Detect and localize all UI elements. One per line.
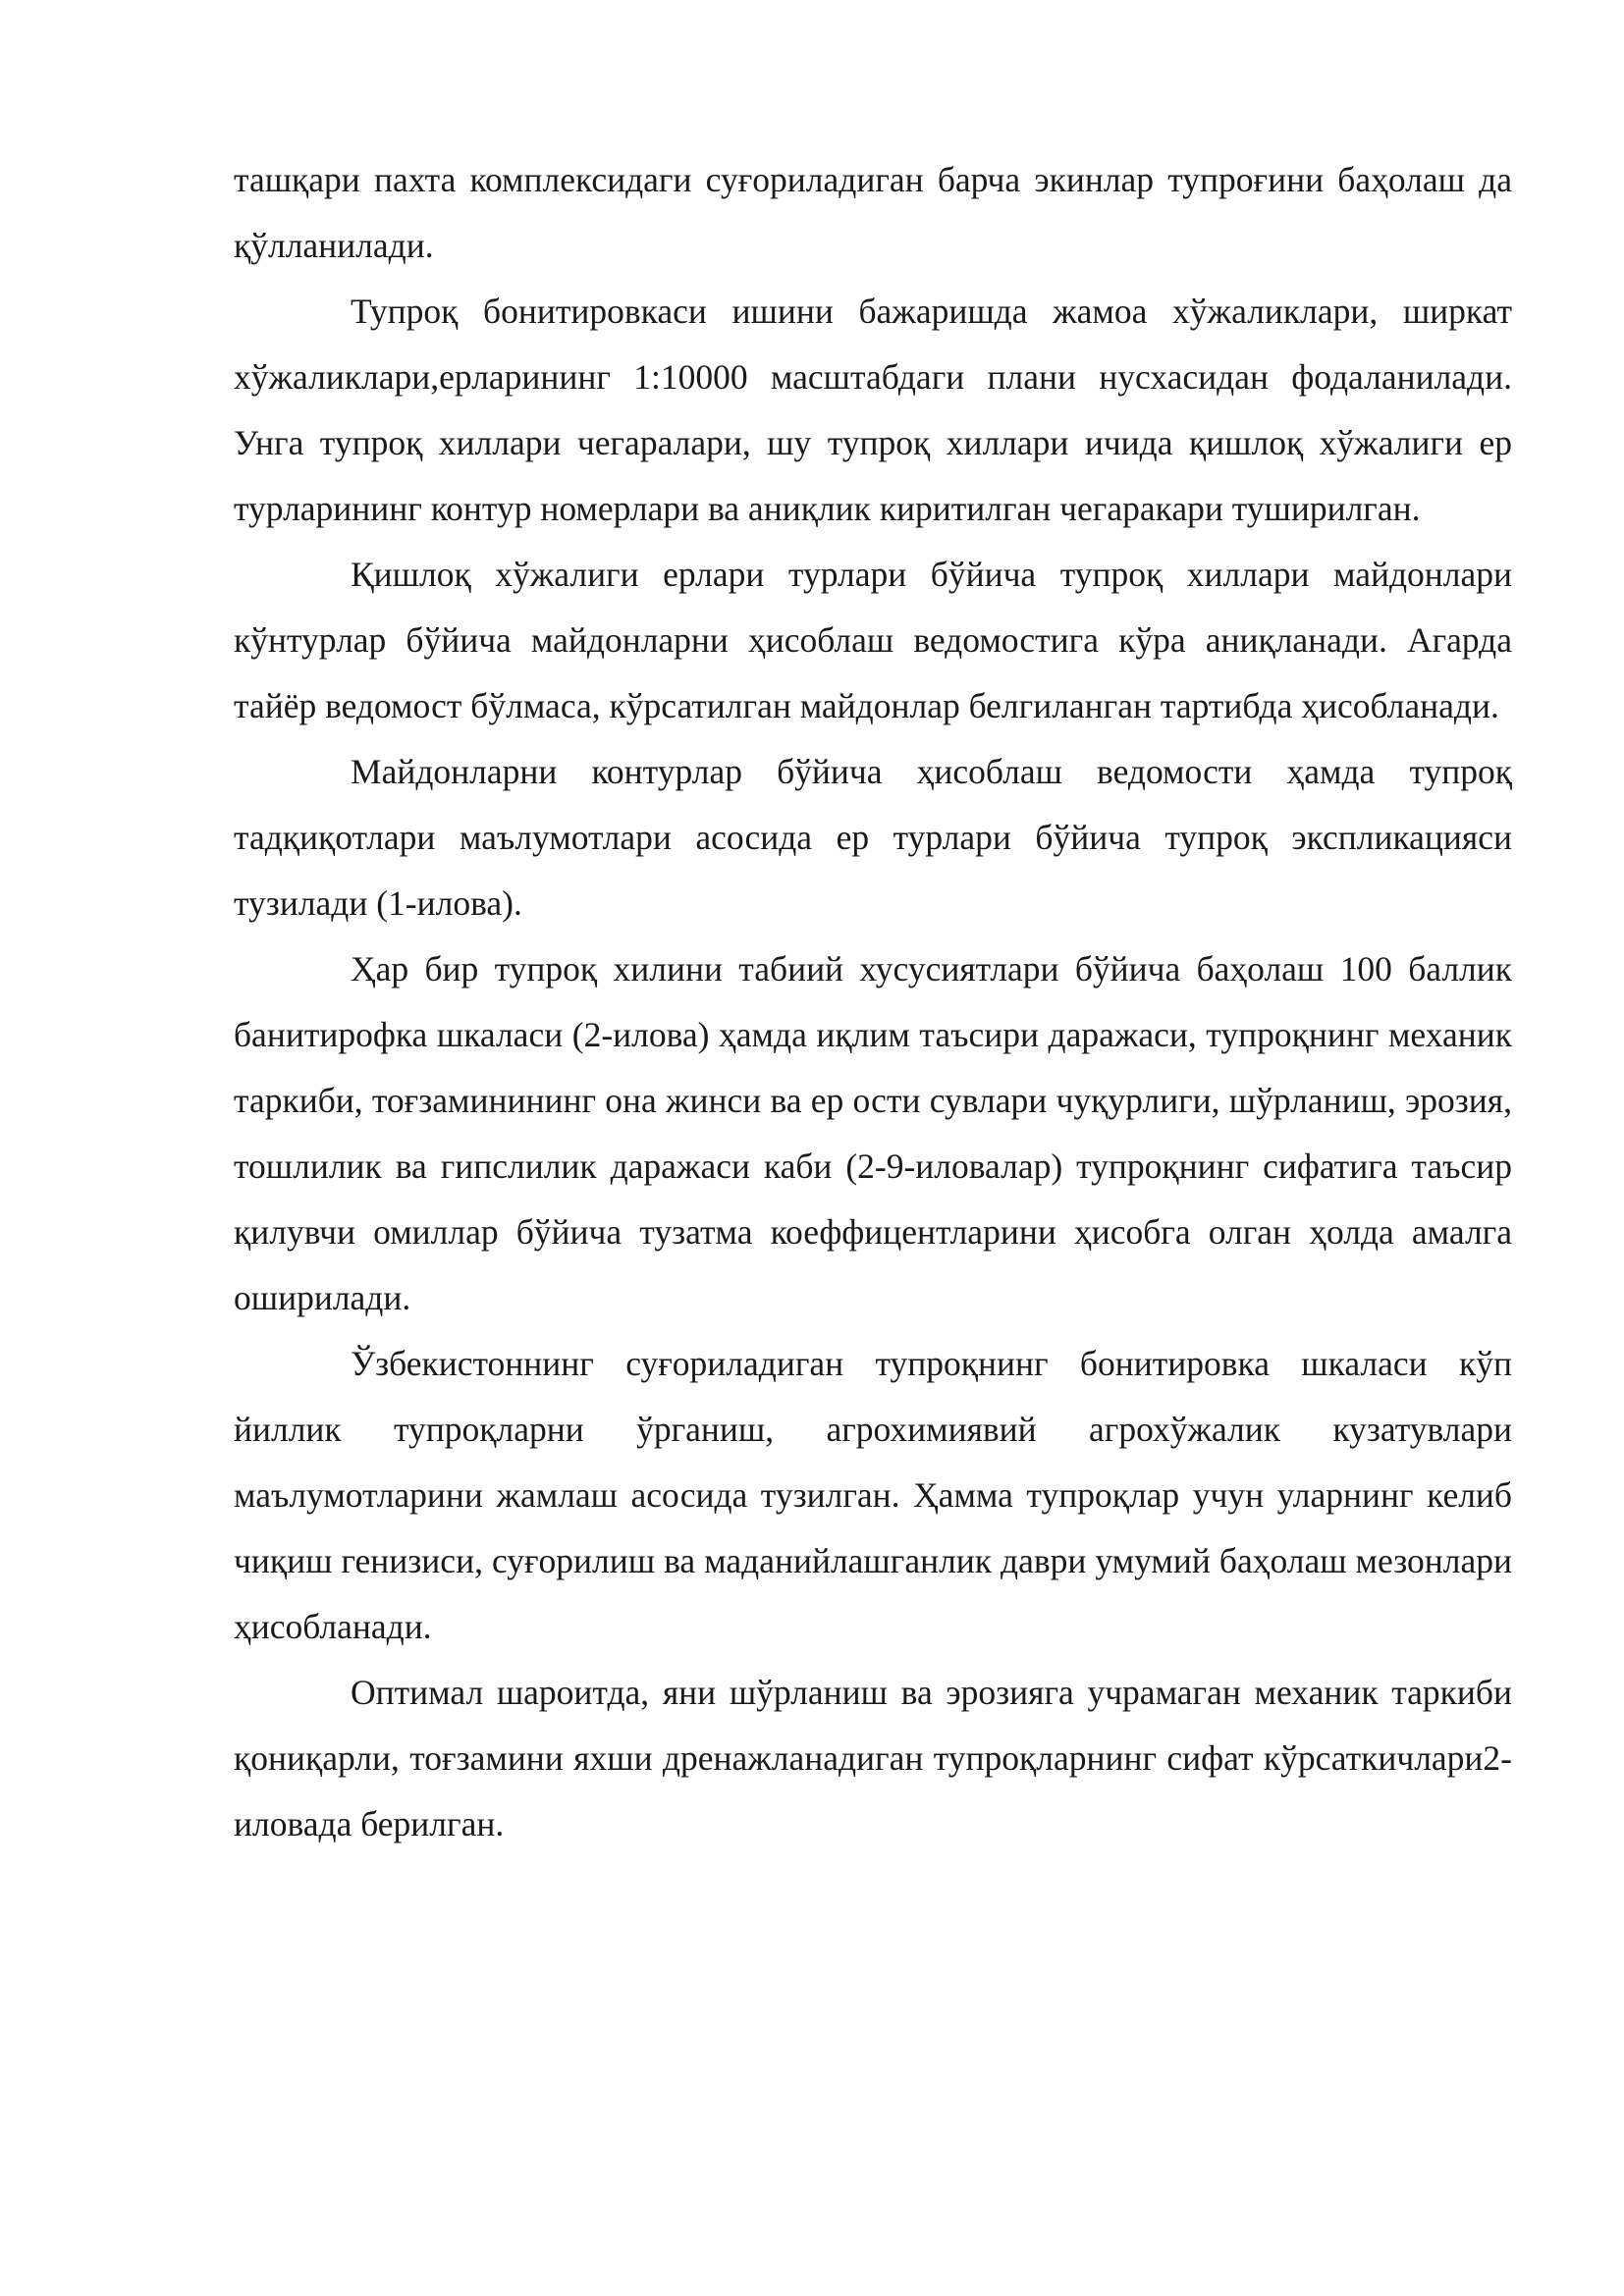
paragraph-evaluation: Ҳар бир тупроқ хилини табиий хусусиятлари бўйича баҳолаш 100 баллик банитирофка шкаласи (2-илова) ҳамда иқлим таъсири даражаси, тупроқнинг механик таркиби, тоғзаминининг она жинси ва ер ости сувлари чуқурлиги, шўрланиш, эрозия, тошлилик ва гипслилик даражаси каби (2-9-иловалар) тупроқнинг сифатига таъсир қилувчи омиллар бўйича тузатма коеффицентларини ҳисобга олган ҳолда амалга оширилади. bbox=[234, 949, 1512, 1317]
paragraph-scale: Ўзбекистоннинг суғориладиган тупроқнинг бонитировка шкаласи кўп йиллик тупроқларни ўрганиш, агрохимиявий агрохўжалик кузатувлари маълумотларини жамлаш асосида тузилган. Ҳамма тупроқлар учун уларнинг келиб чиқиш генизиси, суғорилиш ва маданийлашганлик даври умумий баҳолаш мезонлари ҳисобланади. bbox=[234, 1344, 1512, 1646]
paragraph-explication: Майдонларни контурлар бўйича ҳисоблаш ведомости ҳамда тупроқ тадқиқотлари маълумотлари асосида ер турлари бўйича тупроқ экспликацияси тузилади (1-илова). bbox=[234, 752, 1512, 923]
paragraph-continuation: ташқари пахта комплексидаги суғориладиган барча экинлар тупроғини баҳолаш да қўлланилади. bbox=[234, 160, 1512, 265]
body-text bbox=[234, 147, 1512, 1857]
paragraph-land-types: Қишлоқ хўжалиги ерлари турлари бўйича тупроқ хиллари майдонлари кўнтурлар бўйича майдонларни ҳисоблаш ведомостига кўра аниқланади. Агарда тайёр ведомост бўлмаса, кўрсатилган майдонлар белгиланган тартибда ҳисобланади. bbox=[234, 555, 1512, 725]
paragraph-bonitirovka: Тупроқ бонитировкаси ишини бажаришда жамоа хўжаликлари, ширкат хўжаликлари,ерларининг 1:10000 масштабдаги плани нусхасидан фодаланилади. Унга тупроқ хиллари чегаралари, шу тупроқ хиллари ичида қишлоқ хўжалиги ер турларининг контур номерлари ва аниқлик киритилган чегаракари туширилган. bbox=[234, 292, 1512, 528]
paragraph-optimal: Оптимал шароитда, яни шўрланиш ва эрозияга учрамаган механик таркиби қониқарли, тоғзамини яхши дренажланадиган тупроқларнинг сифат кўрсаткичлари2-иловада берилган. bbox=[234, 1673, 1512, 1843]
